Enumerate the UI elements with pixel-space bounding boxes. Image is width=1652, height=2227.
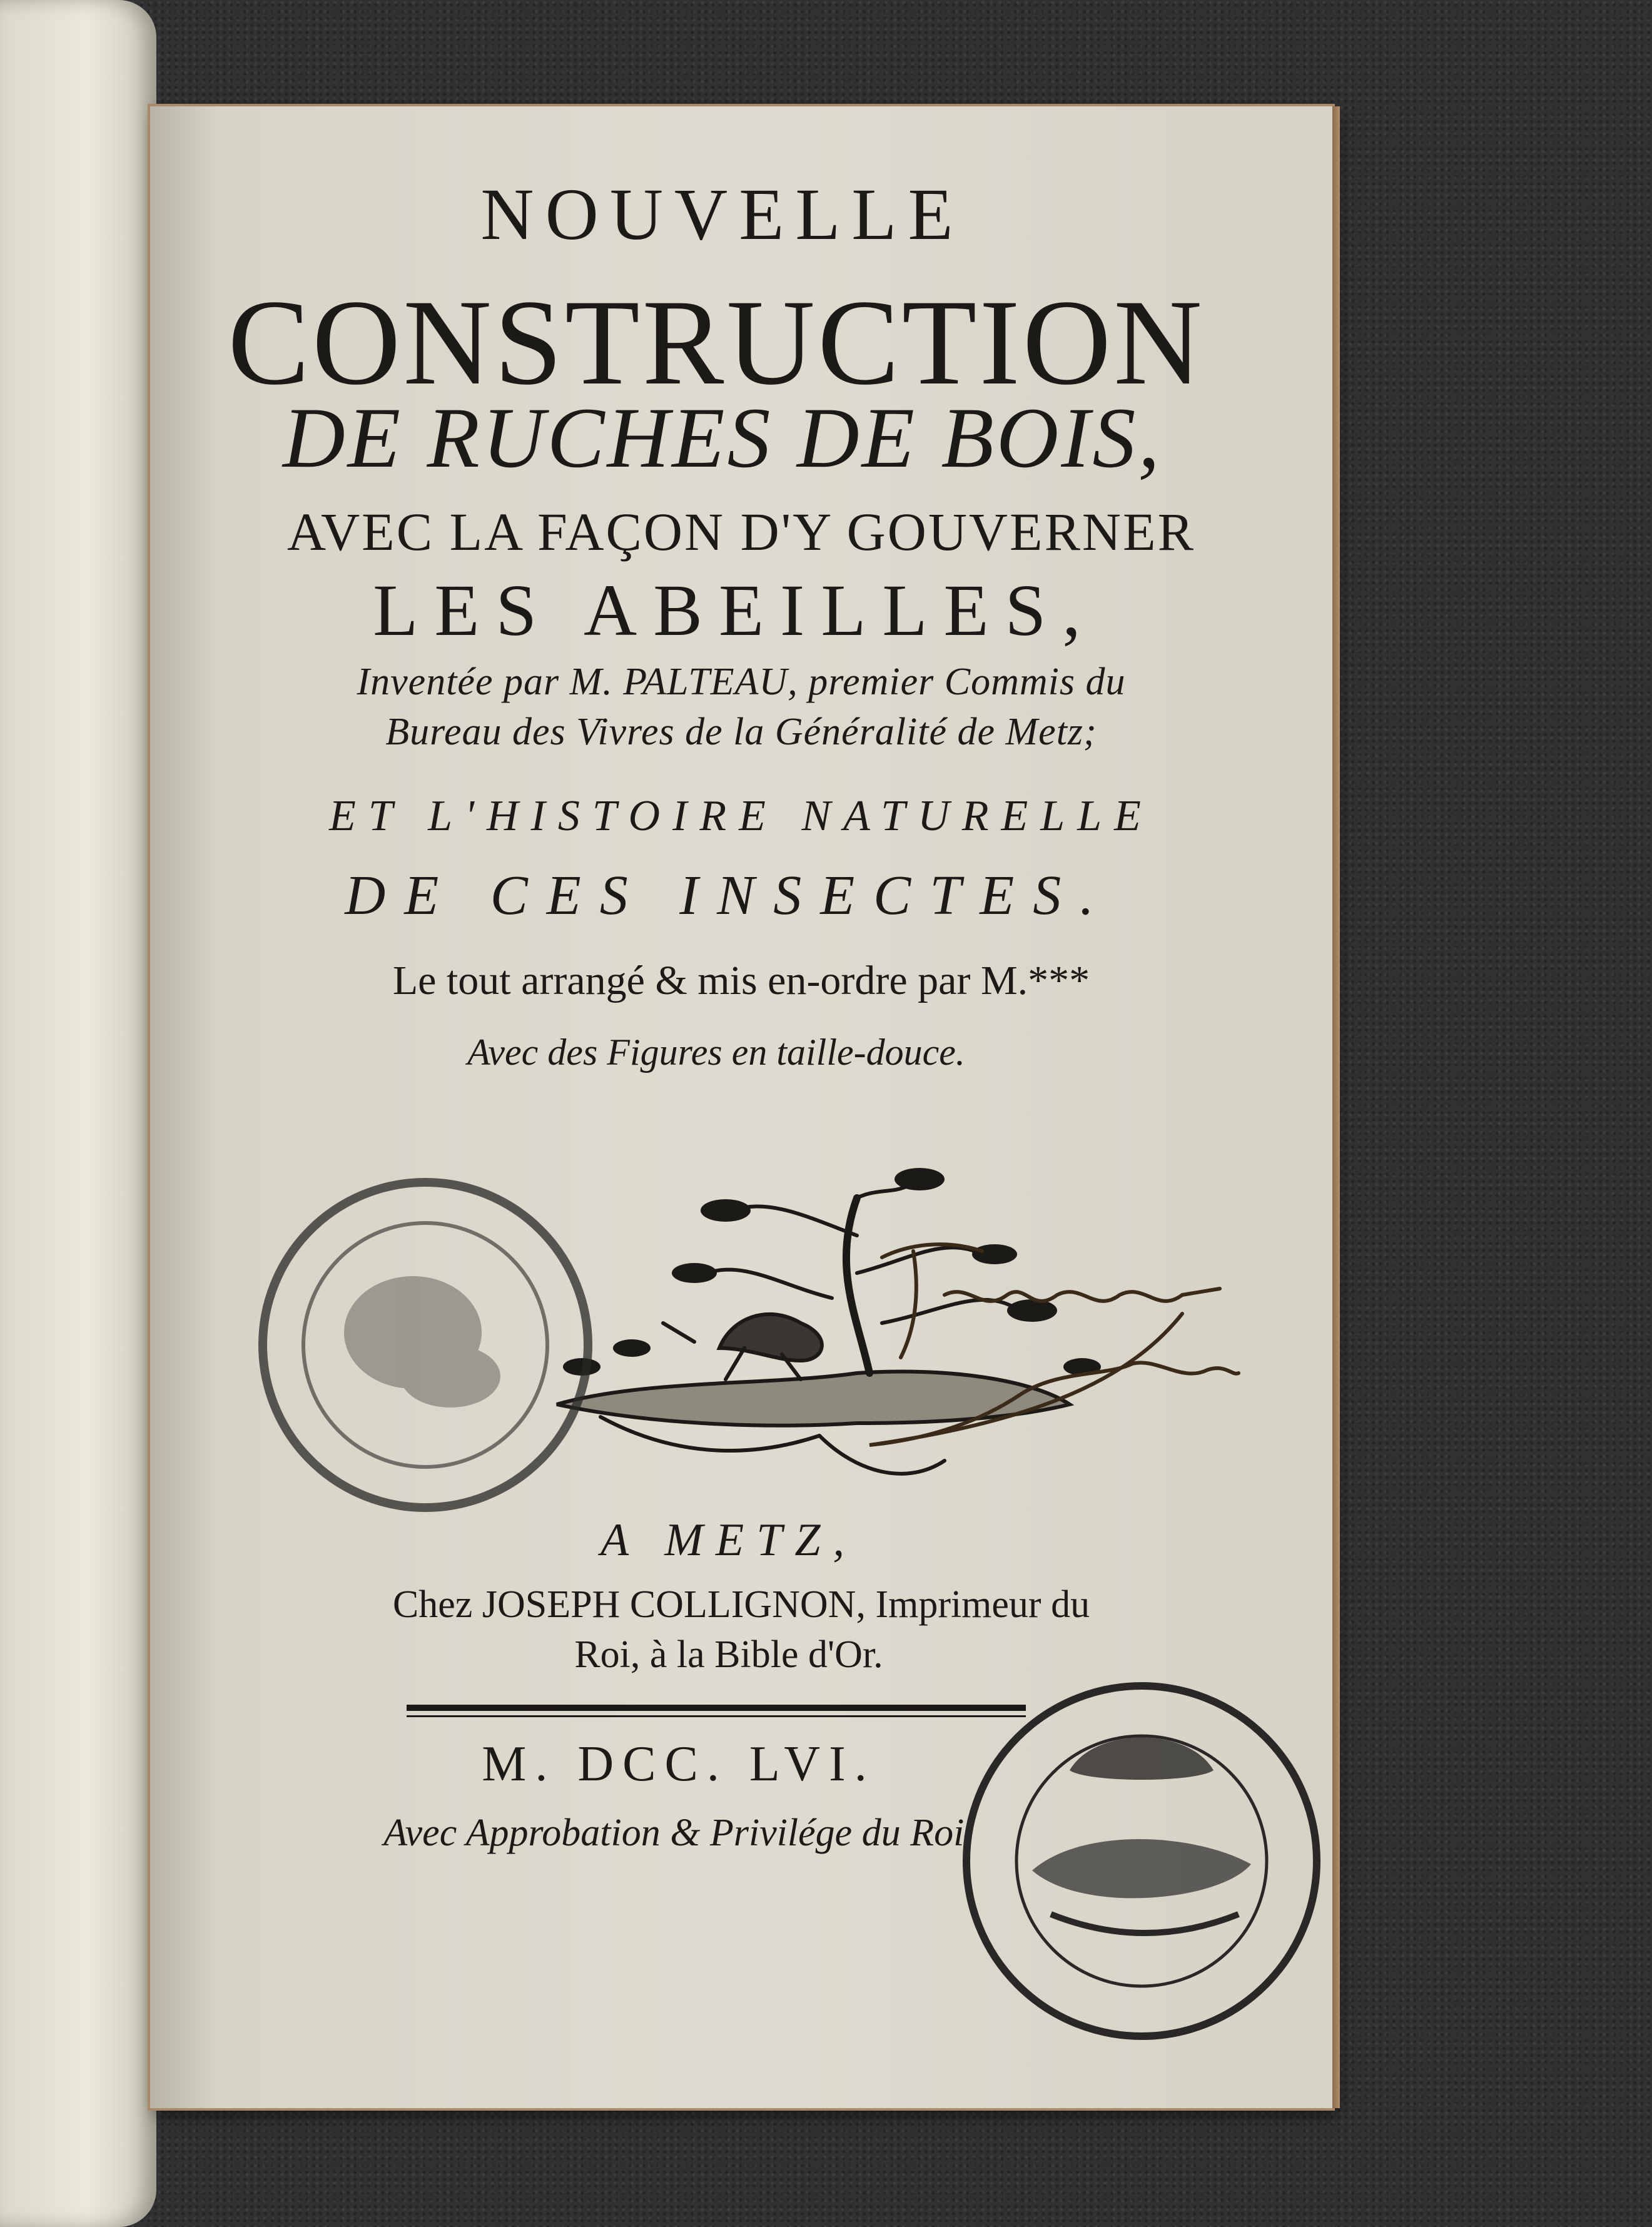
imprint-address-line: Roi, à la Bible d'Or. [574, 1633, 883, 1676]
thin-rule [407, 1715, 1026, 1717]
title-line-facon: AVEC LA FAÇON D'Y GOUVERNER [287, 502, 1195, 562]
author-line-1: Inventée par M. PALTEAU, premier Commis du [357, 661, 1126, 703]
subtitle-insectes: DE CES INSECTES. [345, 865, 1113, 926]
approbation-line: Avec Approbation & Privilége du Roi. [383, 1812, 974, 1854]
imprint-printer-line: Chez JOSEPH COLLIGNON, Imprimeur du [392, 1583, 1090, 1626]
title-line-nouvelle: NOUVELLE [480, 173, 965, 255]
author-line-2: Bureau des Vivres de la Généralité de Metz; [385, 711, 1097, 753]
title-line-abeilles: LES ABEILLES, [373, 569, 1097, 651]
library-stamp-yverdon [957, 1677, 1326, 2046]
figures-line: Avec des Figures en taille-douce. [467, 1032, 965, 1073]
arranger-line: Le tout arrangé & mis en-ordre par M.*** [392, 958, 1090, 1003]
subtitle-histoire: ET L'HISTOIRE NATURELLE [329, 792, 1153, 840]
handwritten-signature [857, 1232, 1245, 1458]
title-page [150, 106, 1332, 2108]
publication-date: M. DCC. LVI. [482, 1737, 876, 1792]
imprint-city: A METZ, [600, 1514, 858, 1566]
thick-rule [407, 1705, 1026, 1711]
library-stamp-faded [250, 1170, 600, 1520]
title-line-ruches: DE RUCHES DE BOIS, [283, 390, 1162, 485]
page-edge [1332, 106, 1340, 2108]
title-line-construction: CONSTRUCTION [228, 275, 1205, 410]
